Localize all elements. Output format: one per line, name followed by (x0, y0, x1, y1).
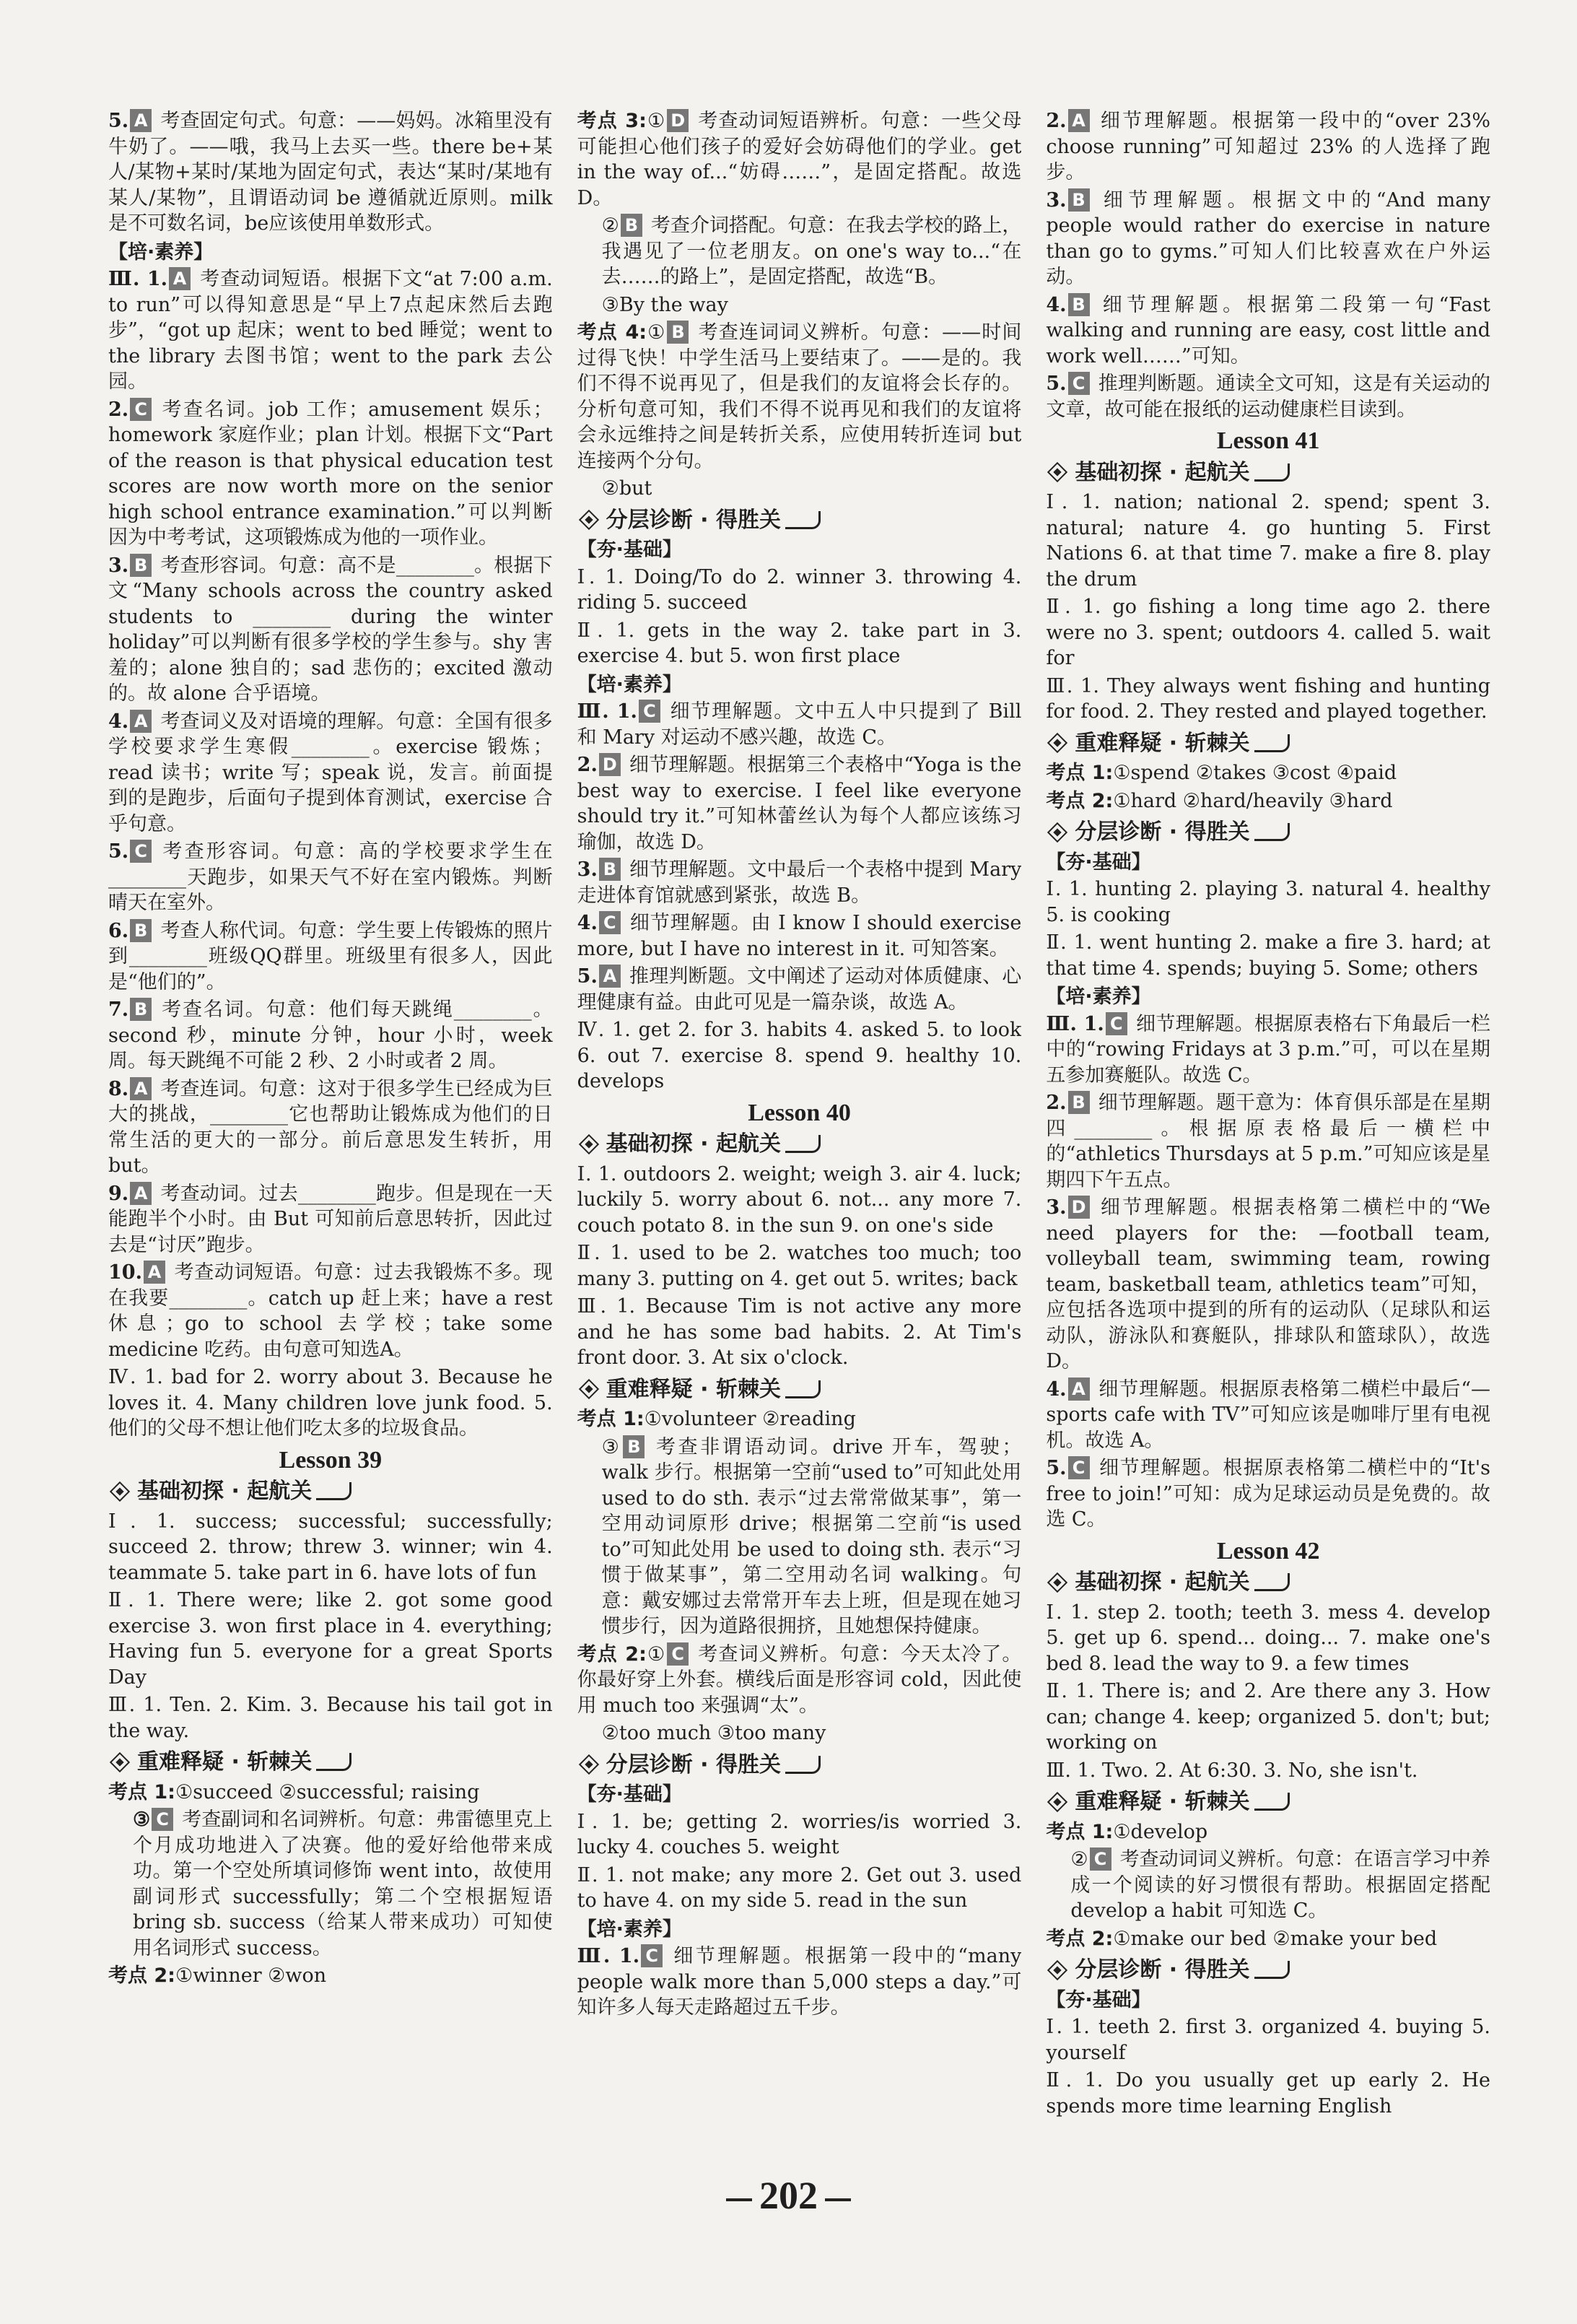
key-point: 考点 2:① C 考查词义辨析。句意：今天太冷了。你最好穿上外套。横线后面是形容词 cold，因此使用 much too 来强调“太”。 (577, 1642, 1022, 1717)
answer-item: 2. D 细节理解题。根据第三个表格中“Yoga is the best way to exercise. I feel like everyone should try it.”可知林蕾丝认为每个人都应该练习瑜伽，故选 D。 (577, 754, 1022, 853)
answer-item: 2. B 细节理解题。题干意为：体育俱乐部是在星期四________。根据原表格最后一横栏中的“athletics Thursdays at 5 p.m.”可知应该是星期四下午五点。 (1046, 1092, 1491, 1191)
diamond-icon (579, 1754, 599, 1775)
answer-item: 5. A 推理判断题。文中阐述了运动对体质健康、心理健康有益。由此可见是一篇杂谈，故选 A。 (577, 965, 1022, 1014)
diamond-icon (1047, 1572, 1067, 1593)
hook-icon (1254, 823, 1290, 841)
answer-tag: B (599, 858, 621, 881)
answer-tag: B (1068, 1091, 1090, 1114)
answer-tag: A (1068, 1378, 1090, 1401)
answer-line: Ⅰ. 1. be; getting 2. worries/is worried 3. lucky 4. couches 5. weight (577, 1810, 1022, 1858)
answer-item: ② C 考查动词词义辨析。句意：在语言学习中养成一个阅读的好习惯很有帮助。根据固定搭配 develop a habit 可知选 C。 (1070, 1848, 1491, 1922)
answer-tag: C (130, 840, 152, 863)
diamond-icon (110, 1752, 130, 1772)
answer-line: Ⅰ. 1. outdoors 2. weight; weigh 3. air 4. luck; luckily 5. worry about 6. not... any more 7. couch potato 8. in the sun 9. on one's side (577, 1162, 1022, 1237)
answer-tag: A (1068, 109, 1090, 132)
diamond-icon (1047, 1792, 1067, 1812)
answer-line: Ⅰ. 1. step 2. tooth; teeth 3. mess 4. develop 5. get up 6. spend... doing... 7. make one's bed 8. lead the way to 9. a few times (1046, 1601, 1491, 1675)
key-point: 考点 1:①succeed ②successful; raising (108, 1780, 480, 1803)
answer-tag: B (130, 554, 152, 577)
answer-item: ③ B 考查非谓语动词。drive 开车，驾驶；walk 步行。根据第一空前“used to”可知此处用 used to do sth. 表示“过去常常做某事”，第一空用动词原形 drive；根据第二空前“is used to”可知此处用 be used to doing sth. 表示“习惯于做某事”，第二空用动名词 walking。句意：戴安娜过去常常开车去上班，但是现在她习惯步行，因为道路很拥挤，且她想保持健康。 (601, 1435, 1022, 1637)
answer-line: ③By the way (601, 293, 728, 316)
answer-line: Ⅲ. 1. They always went fishing and hunting for food. 2. They rested and played together. (1046, 674, 1491, 723)
page-number: 202 (0, 2173, 1577, 2218)
answer-item: Ⅲ. 1. C 细节理解题。根据原表格右下角最后一栏中的“rowing Fridays at 3 p.m.”可，可以在星期五参加赛艇队。故选 C。 (1046, 1012, 1491, 1087)
answer-item: 4. B 细节理解题。根据第二段第一句“Fast walking and running are easy, cost little and work well……”可知。 (1046, 293, 1491, 367)
column-3 (1046, 108, 1490, 2166)
answer-item: 8. A 考查连词。句意：这对于很多学生已经成为巨大的挑战，________它也帮助让锻炼成为他们的日常生活的更大的一部分。前后意思发生转折，用 but。 (108, 1077, 553, 1177)
answer-tag: C (667, 1642, 689, 1666)
section-banner: 重难释疑 · 斩棘关 (1046, 731, 1490, 757)
diamond-icon (579, 1134, 599, 1154)
hook-icon (785, 511, 821, 529)
diamond-icon (1047, 822, 1067, 843)
answer-tag: C (599, 911, 621, 934)
hook-icon (1254, 464, 1290, 482)
answer-line: Ⅲ. 1. Because Tim is not active any more and he has some bad habits. 2. At Tim's front door. 3. At six o'clock. (577, 1295, 1022, 1369)
section-banner: 分层诊断 · 得胜关 (577, 1752, 1022, 1778)
diamond-icon (1047, 462, 1067, 482)
hook-icon (1254, 1573, 1290, 1591)
hook-icon (785, 1380, 821, 1398)
section-banner: 基础初探 · 起航关 (577, 1131, 1022, 1157)
key-point: 考点 2:①make our bed ②make your bed (1046, 1927, 1438, 1950)
answer-line: Ⅰ. 1. teeth 2. first 3. organized 4. buying 5. yourself (1046, 2016, 1491, 2064)
key-point: 考点 1:①develop (1046, 1820, 1208, 1843)
lesson-heading: Lesson 39 (279, 1446, 383, 1474)
hook-icon (1254, 1793, 1290, 1811)
answer-line: Ⅱ. 1. Do you usually get up early 2. He spends more time learning English (1046, 2069, 1491, 2118)
answer-line: Ⅱ. 1. used to be 2. watches too much; too many 3. putting on 4. get out 5. writes; back (577, 1242, 1022, 1290)
answer-tag: B (621, 214, 642, 237)
answer-tag: B (1068, 188, 1090, 212)
answer-item: 2. A 细节理解题。根据第一段中的“over 23% choose running”可知超过 23% 的人选择了跑步。 (1046, 110, 1491, 183)
column-1 (108, 108, 553, 2166)
answer-tag: D (1068, 1196, 1090, 1219)
answer-tag: B (623, 1435, 645, 1458)
answer-tag: C (639, 700, 660, 723)
answer-tag: C (152, 1808, 173, 1831)
answer-line: Ⅰ. 1. nation; national 2. spend; spent 3. natural; nature 4. go hunting 5. First Nations 6. at that time 7. make a fire 8. play the drum (1046, 491, 1491, 591)
answer-tag: C (641, 1944, 663, 1967)
answer-item: 3. B 细节理解题。根据文中的“And many people would rather do exercise in nature than go to gyms.”可知人们比较喜欢在户外运动。 (1046, 188, 1491, 288)
answer-line: Ⅱ. 1. go fishing a long time ago 2. there were no 3. spent; outdoors 4. called 5. wait for (1046, 596, 1491, 669)
answer-item: ③ C 考查副词和名词辨析。句意：弗雷德里克上个月成功地进入了决赛。他的爱好给他带来成功。第一个空处所填词修饰 went into，故使用副词形式 successfully；第二个空根据短语 bring sb. success（给某人带来成功）可知使用名词形式 success。 (133, 1809, 553, 1959)
answer-tag: B (1068, 293, 1090, 316)
answer-tag: D (599, 753, 621, 776)
hook-icon (785, 1135, 821, 1153)
answer-item: 4. C 细节理解题。由 I know I should exercise more, but I have no interest in it. 可知答案。 (577, 912, 1022, 960)
answer-item: 10. A 考查动词短语。句意：过去我锻炼不多。现在我要________。catch up 赶上来；have a rest 休息；go to school 去学校；take some medicine 吃药。由句意可知选A。 (108, 1261, 553, 1361)
answer-item: 5. C 推理判断题。通读全文可知，这是有关运动的文章，故可能在报纸的运动健康栏目读到。 (1046, 373, 1491, 421)
key-point: 考点 1:①volunteer ②reading (577, 1408, 856, 1430)
answer-line: ②but (601, 477, 652, 500)
section-banner: 基础初探 · 起航关 (1046, 1570, 1490, 1596)
subsection-label: 【夯·基础】 (577, 1783, 682, 1806)
answer-tag: C (1068, 1456, 1090, 1479)
answer-item: Ⅲ. 1. C 细节理解题。文中五人中只提到了 Bill 和 Mary 对运动不感兴趣，故选 C。 (577, 700, 1022, 749)
diamond-icon (1047, 733, 1067, 753)
lesson-heading: Lesson 41 (1216, 427, 1320, 454)
answer-line: Ⅳ. 1. bad for 2. worry about 3. Because he loves it. 4. Many children love junk food. 5. 他们的父母不想让他们吃太多的垃圾食品。 (108, 1366, 553, 1440)
answer-item: Ⅲ. 1. C 细节理解题。根据第一段中的“many people walk more than 5,000 steps a day.”可知许多人每天走路超过五千步。 (577, 1945, 1022, 2019)
key-point: 考点 4:① B 考查连词词义辨析。句意：——时间过得飞快！中学生活马上要结束了。——是的。我们不得不说再见了，但是我们的友谊将会长存的。分析句意可知，我们不得不说再见和我们的友谊将会永远维持之间是转折关系，应使用转折连词 but 连接两个分句。 (577, 321, 1022, 472)
answer-item: 3. B 考查形容词。句意：高不是________。根据下文“Many schools across the country asked students to ________ during the winter holiday”可以判断有很多学校的学生参与。shy 害羞的；alone 独自的；sad 悲伤的；excited 激动的。故 alone 合乎语境。 (108, 554, 553, 705)
answer-item: 3. D 细节理解题。根据表格第二横栏中的“We need players for the: —football team, volleyball team, swimming team, rowing team, basketball team, athletics team”可知，应包括各选项中提到的所有的运动队（足球队和运动队，游泳队和赛艇队，排球队和篮球队），故选 D。 (1046, 1196, 1491, 1372)
answer-tag: C (1068, 372, 1090, 395)
section-banner: 重难释疑 · 斩棘关 (577, 1377, 1022, 1403)
answer-item: ② B 考查介词搭配。句意：在我去学校的路上，我遇见了一位老朋友。on one's way to...“在去……的路上”，是固定搭配，故选“B。 (601, 214, 1022, 288)
answer-line: Ⅱ. 1. not make; any more 2. Get out 3. used to have 4. on my side 5. read in the sun (577, 1863, 1022, 1912)
answer-tag: C (130, 398, 152, 421)
answer-tag: C (1106, 1012, 1127, 1035)
section-banner: 基础初探 · 起航关 (1046, 460, 1490, 486)
answer-tag: B (130, 998, 152, 1021)
answer-tag: A (130, 710, 152, 733)
lesson-heading: Lesson 42 (1216, 1537, 1320, 1564)
answer-line: Ⅳ. 1. get 2. for 3. habits 4. asked 5. to look 6. out 7. exercise 8. spend 9. healthy 10. develops (577, 1019, 1022, 1092)
answer-line: Ⅱ. 1. went hunting 2. make a fire 3. hard; at that time 4. spends; buying 5. Some; others (1046, 931, 1491, 980)
answer-tag: C (1090, 1848, 1111, 1871)
answer-line: Ⅱ. 1. There is; and 2. Are there any 3. How can; change 4. keep; organized 5. don't; but; working on (1046, 1680, 1491, 1754)
diamond-icon (579, 1379, 599, 1399)
section-banner: 基础初探 · 起航关 (108, 1479, 553, 1505)
answer-tag: B (130, 919, 152, 942)
hook-icon (1254, 734, 1290, 752)
answer-line: Ⅱ. 1. gets in the way 2. take part in 3. exercise 4. but 5. won first place (577, 619, 1022, 667)
answer-item: 2. C 考查名词。job 工作；amusement 娱乐；homework 家庭作业；plan 计划。根据下文“Part of the reason is that physical education test scores are now worth more on the senior high school entrance examination.”可以判断因为中考考试，这项锻炼成为他的一项作业。 (108, 398, 553, 549)
answer-item: 4. A 细节理解题。根据原表格第二横栏中最后“—sports cafe with TV”可知应该是咖啡厅里有电视机。故选 A。 (1046, 1378, 1491, 1452)
hook-icon (316, 1482, 351, 1500)
hook-icon (785, 1756, 821, 1774)
key-point: 考点 2:①winner ②won (108, 1964, 327, 1987)
key-point: 考点 3:① D 考查动词短语辨析。句意：一些父母可能担心他们孩子的爱好会妨碍他们的学业。get in the way of...“妨碍……”，是固定搭配。故选 D。 (577, 110, 1022, 209)
answer-item: 5. C 考查形容词。句意：高的学校要求学生在________天跑步，如果天气不好在室内锻炼。判断晴天在室外。 (108, 840, 553, 914)
hook-icon (1254, 1961, 1290, 1979)
answer-tag: A (144, 1261, 165, 1284)
answer-line: Ⅰ. 1. Doing/To do 2. winner 3. throwing 4. riding 5. succeed (577, 565, 1022, 614)
answer-tag: B (667, 321, 689, 344)
answer-line: Ⅲ. 1. Ten. 2. Kim. 3. Because his tail got in the way. (108, 1694, 553, 1742)
answer-line: Ⅰ. 1. success; successful; successfully; succeed 2. throw; threw 3. winner; win 4. teammate 5. take part in 6. have lots of fun (108, 1510, 553, 1584)
subsection-label: 【培·素养】 (577, 673, 682, 696)
answer-item: 9. A 考查动词。过去________跑步。但是现在一天能跑半个小时。由 But 可知前后意思转折，因此过去是“讨厌”跑步。 (108, 1182, 553, 1256)
answer-tag: A (130, 1182, 152, 1205)
subsection-label: 【培·素养】 (1046, 985, 1151, 1008)
key-point: 考点 2:①hard ②hard/heavily ③hard (1046, 789, 1393, 812)
answer-key-page (108, 108, 1490, 2166)
hook-icon (316, 1753, 351, 1771)
subsection-label: 【培·素养】 (108, 240, 214, 264)
key-point: 考点 1:①spend ②takes ③cost ④paid (1046, 762, 1397, 784)
answer-item: 6. B 考查人称代词。句意：学生要上传锻炼的照片到________班级QQ群里。班级里有很多人，因此是“他们的”。 (108, 919, 553, 993)
answer-line: ②too much ③too many (601, 1722, 826, 1744)
section-banner: 分层诊断 · 得胜关 (1046, 1957, 1490, 1983)
answer-tag: A (130, 1077, 152, 1100)
diamond-icon (579, 510, 599, 530)
answer-item: 4. A 考查词义及对语境的理解。句意：全国有很多学校要求学生寒假________。exercise 锻炼；read 读书；write 写；speak 说，发言。前面提到的是跑步，后面句子提到体育测试，exercise 合乎句意。 (108, 710, 553, 835)
answer-item: 7. B 考查名词。句意：他们每天跳绳________。second 秒，minute 分钟，hour 小时，week 周。每天跳绳不可能 2 秒、2 小时或者 2 周。 (108, 998, 553, 1072)
subsection-label: 【夯·基础】 (1046, 1988, 1151, 2011)
column-2 (577, 108, 1022, 2166)
subsection-label: 【夯·基础】 (577, 539, 682, 561)
answer-tag: A (130, 109, 152, 132)
answer-item: 5. A 考查固定句式。句意：——妈妈。冰箱里没有牛奶了。——哦，我马上去买一些。there be+某人/某物+某时/某地为固定句式，表达“某时/某地有某人/某物”，且谓语动词 be 遵循就近原则。milk 是不可数名词，be应该使用单数形式。 (108, 110, 553, 235)
answer-tag: D (667, 109, 689, 132)
section-banner: 分层诊断 · 得胜关 (1046, 819, 1490, 845)
diamond-icon (1047, 1960, 1067, 1980)
answer-item: Ⅲ. 1. A 考查动词短语。根据下文“at 7:00 a.m. to run”可以得知意思是“早上7点起床然后去跑步”，“got up 起床；went to bed 睡觉；went to the library 去图书馆；went to the park 去公园。 (108, 268, 553, 393)
answer-line: Ⅱ. 1. There were; like 2. got some good exercise 3. won first place in 4. everything; Having fun 5. everyone for a great Sports Day (108, 1589, 553, 1689)
answer-item: 3. B 细节理解题。文中最后一个表格中提到 Mary 走进体育馆就感到紧张，故选 B。 (577, 858, 1022, 907)
section-banner: 重难释疑 · 斩棘关 (1046, 1789, 1490, 1815)
answer-tag: A (599, 965, 621, 988)
answer-item: 5. C 细节理解题。根据原表格第二横栏中的“It's free to join!”可知：成为足球运动员是免费的。故选 C。 (1046, 1457, 1491, 1531)
answer-line: Ⅰ. 1. hunting 2. playing 3. natural 4. healthy 5. is cooking (1046, 878, 1491, 926)
answer-line: Ⅲ. 1. Two. 2. At 6:30. 3. No, she isn't. (1046, 1759, 1418, 1782)
subsection-label: 【培·素养】 (577, 1918, 682, 1941)
answer-tag: A (169, 267, 191, 290)
section-banner: 分层诊断 · 得胜关 (577, 508, 1022, 534)
diamond-icon (110, 1481, 130, 1502)
subsection-label: 【夯·基础】 (1046, 850, 1151, 874)
section-banner: 重难释疑 · 斩棘关 (108, 1749, 553, 1775)
lesson-heading: Lesson 40 (748, 1099, 851, 1126)
